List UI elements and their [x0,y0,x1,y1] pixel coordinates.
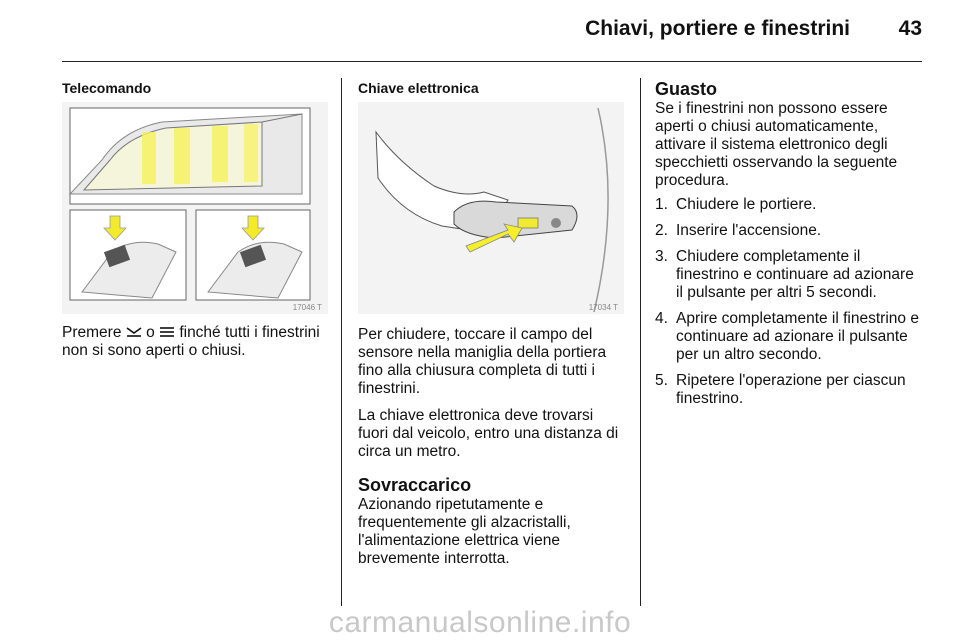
fault-step [655,196,923,214]
section-heading-remote: Telecomando [62,80,152,96]
remote-illustration-svg [62,102,328,314]
section-heading-electronic-key: Chiave elettronica [358,80,479,96]
remote-control-illustration [62,102,328,314]
step-number: 3. [655,248,668,265]
fault-step [655,372,923,408]
fault-step [655,248,923,302]
window-down-button-icon [126,326,142,338]
column-divider-2 [640,78,641,606]
section-heading-overload: Sovraccarico [358,475,472,495]
window-button-icon [159,326,175,338]
door-handle-svg [358,102,624,314]
step-text: Ripetere l'operazione per ciascun finestrino. [676,372,906,407]
section-heading-fault: Guasto [655,79,718,99]
header-divider [62,61,922,62]
step-number: 5. [655,372,668,389]
step-text: Chiudere completamente il finestrino e continuare ad azionare il pulsante per altri 5 secondi. [676,248,914,301]
column-electronic-key [358,79,624,97]
remote-instruction-text [62,324,328,360]
remote-instructions [62,324,328,369]
figure-code-17034: 17034 T [588,303,618,312]
step-text: Inserire l'accensione. [676,222,822,239]
overload-para: Azionando ripetutamente e frequentemente gli alzacristalli, l'alimentazione elettrica viene brevemente interrotta. [358,496,571,567]
column-divider-1 [341,78,342,606]
electronic-key-para-2: La chiave elettronica deve trovarsi fuori dal veicolo, entro una distanza di circa un metro. [358,407,619,460]
step-number: 4. [655,310,668,327]
text-or: o [146,324,155,341]
text-finche: finché tutti i finestrini non si sono aperti o chiusi. [62,324,320,359]
figure-code-17046: 17046 T [292,303,322,312]
step-text: Aprire completamente il finestrino e continuare ad azionare il pulsante per un altro secondo. [676,310,919,363]
column-fault [655,79,923,416]
fault-step [655,222,923,240]
page-title: Chiavi, portiere e finestrini [585,17,850,40]
fault-step [655,310,923,364]
fault-steps-list [655,196,923,408]
watermark: carmanualsonline.info [328,606,632,639]
door-handle-illustration [358,102,624,314]
electronic-key-para-1: Per chiudere, toccare il campo del sensore nella maniglia della portiera fino alla chiusura completa di tutti i finestrini. [358,326,607,397]
step-text: Chiudere le portiere. [676,196,817,213]
electronic-key-text [358,326,624,577]
page-number: 43 [898,17,922,40]
column-remote-control [62,79,328,97]
step-number: 2. [655,222,668,239]
text-premere: Premere [62,324,122,341]
fault-intro: Se i finestrini non possono essere aperti o chiusi automaticamente, attivare il sistema elettronico degli specchietti osservando la seguente procedura. [655,100,898,189]
step-number: 1. [655,196,668,213]
